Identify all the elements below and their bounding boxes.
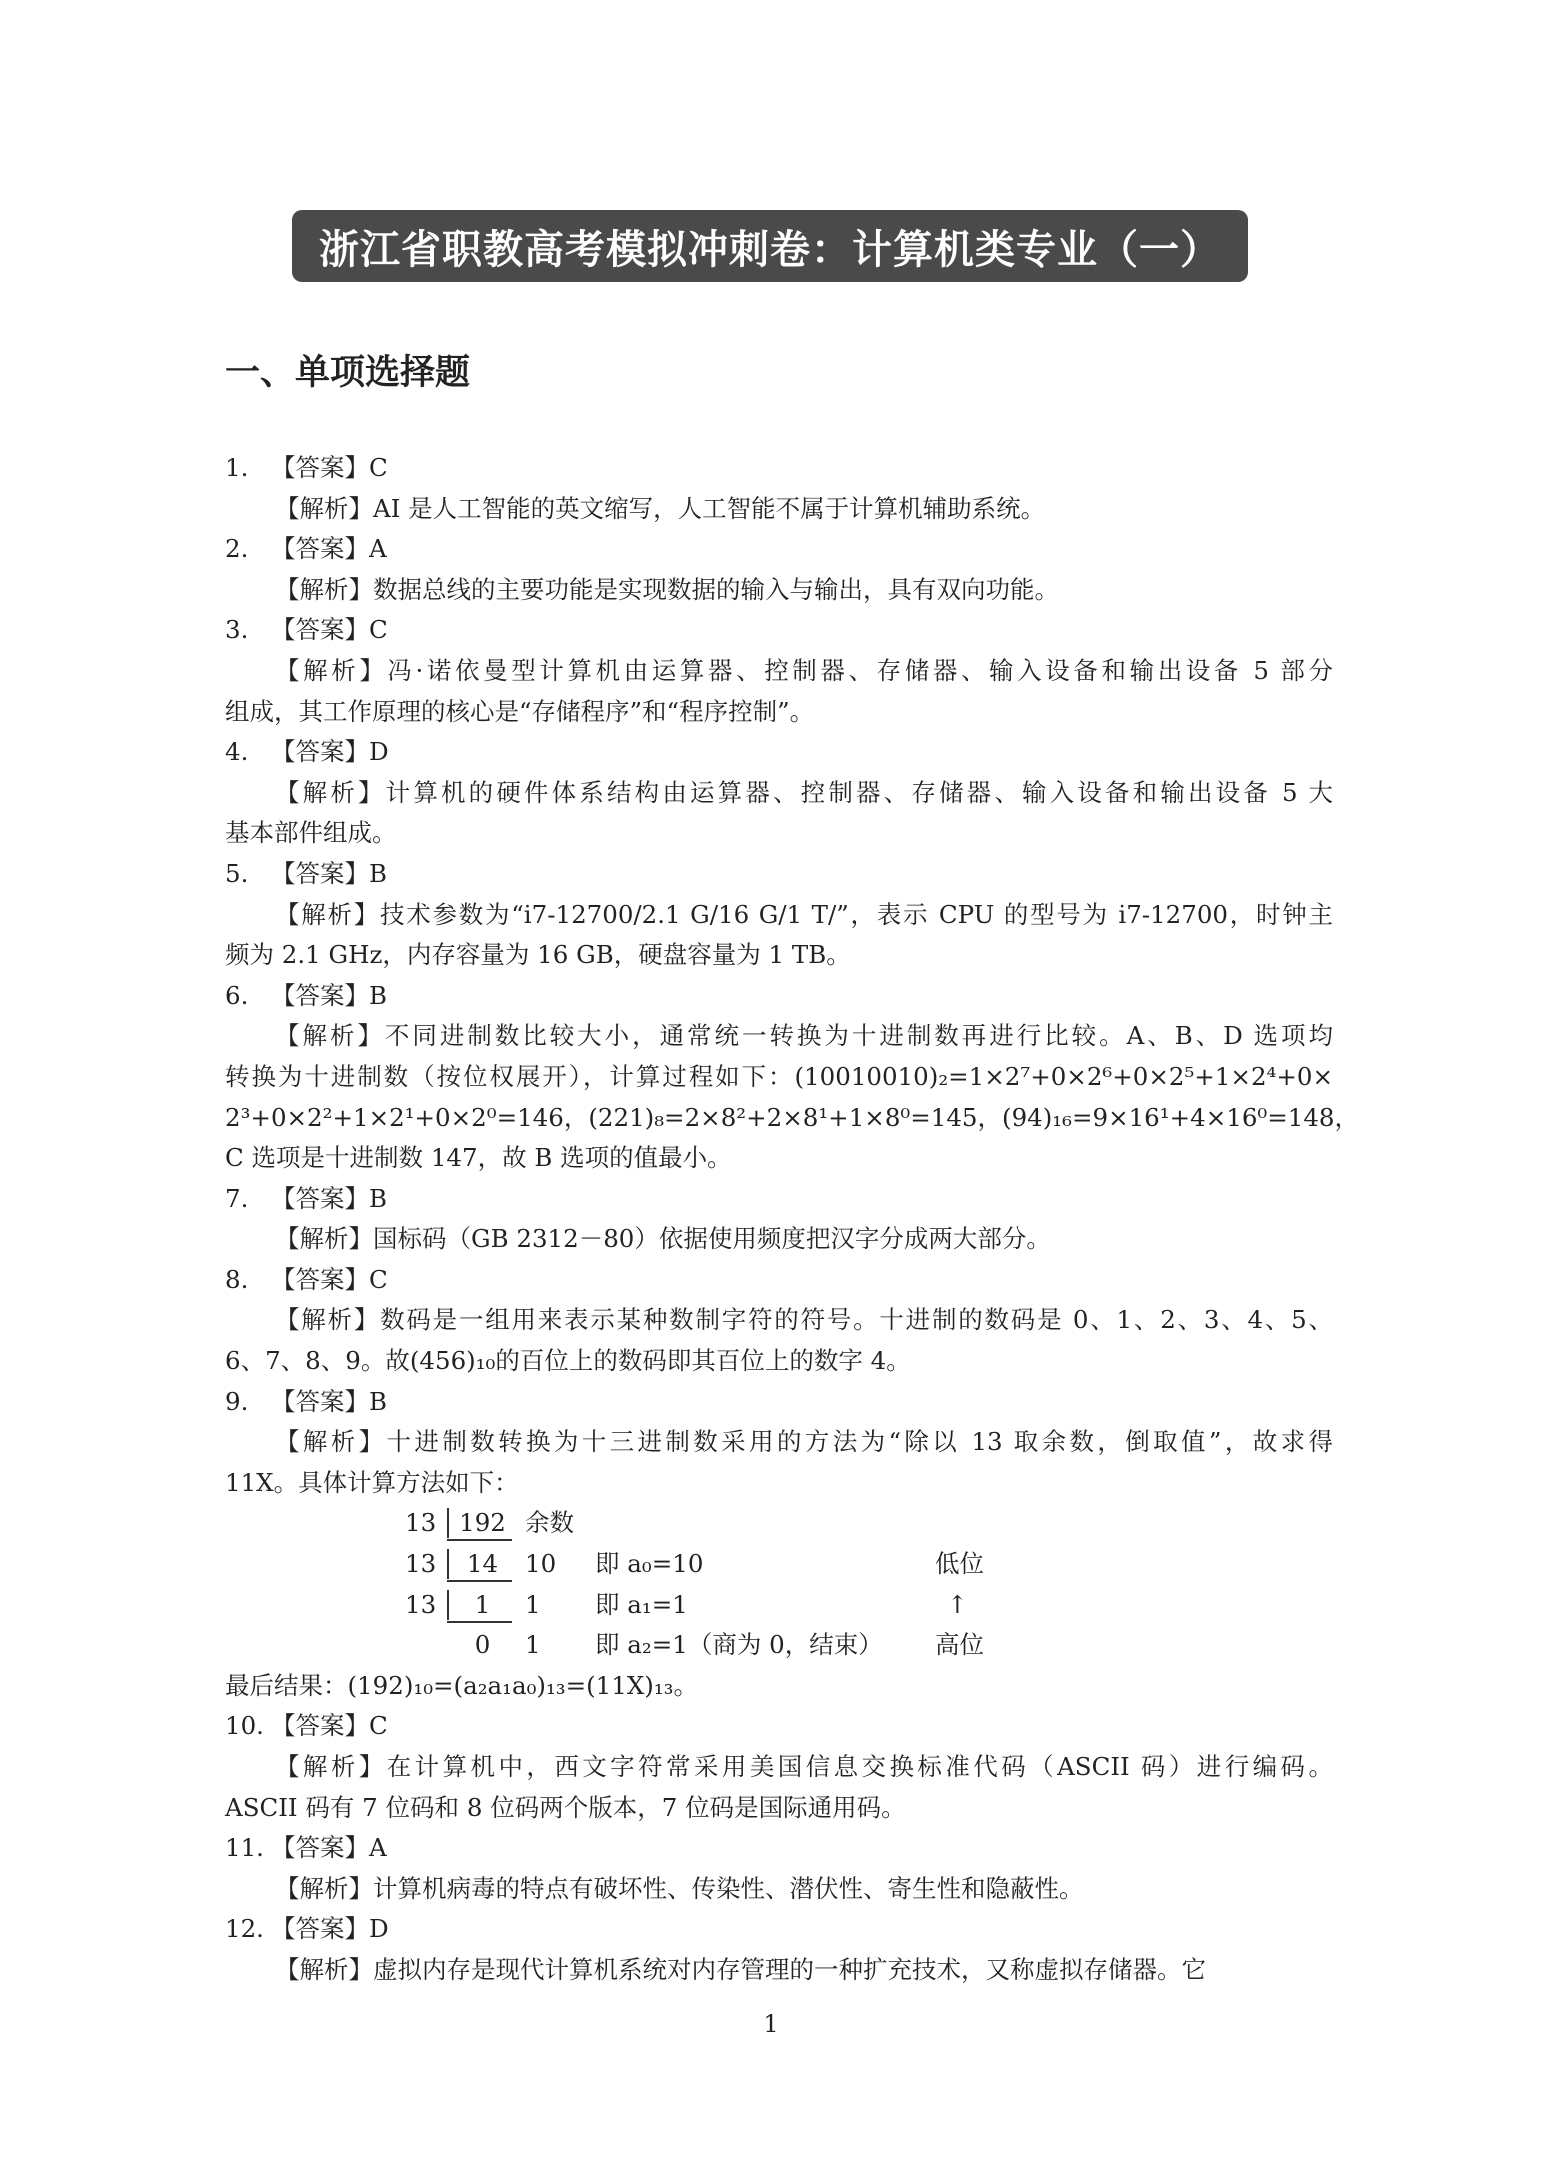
question-number: 2. bbox=[225, 534, 249, 564]
analysis-line: 11X。具体计算方法如下： bbox=[225, 1467, 519, 1497]
division-side: ↑ bbox=[947, 1589, 968, 1619]
answer-line bbox=[225, 1382, 1333, 1423]
division-rem: 1 bbox=[525, 1630, 541, 1660]
division-result: 最后结果：(192)₁₀=(a₂a₁a₀)₁₃=(11X)₁₃。 bbox=[225, 1670, 699, 1700]
analysis-line: 【解析】十进制数转换为十三进制数采用的方法为“除以 13 取余数，倒取值”，故求得 bbox=[275, 1427, 1333, 1457]
answer-label: 【答案】C bbox=[271, 1264, 388, 1294]
division-underline bbox=[447, 1580, 512, 1582]
division-divisor: 13 bbox=[405, 1549, 437, 1579]
answer-line bbox=[225, 448, 1333, 489]
answer-line bbox=[225, 1260, 1333, 1301]
page-number: 1 bbox=[763, 2010, 779, 2038]
answer-label: 【答案】B bbox=[271, 858, 388, 888]
question-number: 1. bbox=[225, 453, 249, 482]
division-bracket bbox=[447, 1508, 449, 1538]
answer-label: 【答案】B bbox=[271, 1386, 388, 1416]
answer-line bbox=[225, 976, 1333, 1017]
answer-label: 【答案】D bbox=[271, 737, 389, 767]
division-underline bbox=[447, 1539, 512, 1541]
answer-label: 【答案】D bbox=[271, 1914, 389, 1944]
answer-line bbox=[225, 1706, 1333, 1747]
question-number: 6. bbox=[225, 980, 249, 1010]
analysis-line: 6、7、8、9。故(456)₁₀的百位上的数码即其百位上的数字 4。 bbox=[225, 1346, 911, 1376]
page-title: 浙江省职教高考模拟冲刺卷：计算机类专业（一） bbox=[319, 226, 1221, 273]
answer-label: 【答案】C bbox=[271, 615, 388, 645]
division-divisor: 13 bbox=[405, 1508, 437, 1538]
answer-label: 【答案】A bbox=[271, 534, 387, 564]
division-dividend: 192 bbox=[459, 1508, 506, 1538]
section-heading: 一、单项选择题 bbox=[225, 353, 471, 393]
division-note: 即 a₁=1 bbox=[595, 1589, 688, 1619]
answer-line bbox=[225, 610, 1333, 651]
analysis-line: 频为 2.1 GHz，内存容量为 16 GB，硬盘容量为 1 TB。 bbox=[225, 940, 851, 970]
question-number: 8. bbox=[225, 1264, 249, 1294]
analysis-line: 基本部件组成。 bbox=[225, 818, 397, 848]
answer-line bbox=[225, 854, 1333, 895]
answer-label: 【答案】C bbox=[271, 453, 388, 482]
division-dividend: 1 bbox=[474, 1589, 491, 1619]
division-bracket bbox=[447, 1549, 449, 1579]
analysis-line: 【解析】不同进制数比较大小，通常统一转换为十进制数再进行比较。A、B、D 选项均 bbox=[275, 1021, 1333, 1051]
answer-line bbox=[225, 529, 1333, 570]
question-number: 7. bbox=[225, 1183, 249, 1213]
analysis-line: 【解析】技术参数为“i7-12700/2.1 G/16 G/1 T/”，表示 CPU 的型号为 i7-12700，时钟主 bbox=[275, 899, 1333, 929]
question-number: 5. bbox=[225, 858, 249, 888]
analysis-line: 【解析】国标码（GB 2312－80）依据使用频度把汉字分成两大部分。 bbox=[275, 1224, 1051, 1254]
question-number: 3. bbox=[225, 615, 249, 645]
question-number: 9. bbox=[225, 1386, 249, 1416]
answer-body bbox=[225, 448, 1360, 1991]
page-title-banner bbox=[292, 210, 1248, 282]
division-note: 即 a₂=1（商为 0，结束） bbox=[595, 1630, 883, 1660]
division-dividend: 14 bbox=[466, 1549, 499, 1579]
analysis-line: 2³+0×2²+1×2¹+0×2⁰=146，(221)₈=2×8²+2×8¹+1×8⁰=145，(94)₁₆=9×16¹+4×16⁰=148， bbox=[225, 1102, 1360, 1132]
answer-line bbox=[225, 1909, 1333, 1950]
analysis-line: 转换为十进制数（按位权展开），计算过程如下：(10010010)₂=1×2⁷+0×2⁶+0×2⁵+1×2⁴+0× bbox=[225, 1061, 1333, 1091]
analysis-line: 组成，其工作原理的核心是“存储程序”和“程序控制”。 bbox=[225, 696, 815, 726]
answer-label: 【答案】C bbox=[271, 1711, 388, 1741]
division-rem: 10 bbox=[525, 1549, 557, 1579]
answer-label: 【答案】B bbox=[271, 980, 388, 1010]
analysis-line: 【解析】数据总线的主要功能是实现数据的输入与输出，具有双向功能。 bbox=[275, 574, 1059, 604]
analysis-line: 【解析】计算机的硬件体系结构由运算器、控制器、存储器、输入设备和输出设备 5 大 bbox=[275, 777, 1333, 807]
division-rem: 余数 bbox=[525, 1508, 574, 1538]
division-bracket bbox=[447, 1590, 449, 1620]
analysis-line: C 选项是十进制数 147，故 B 选项的值最小。 bbox=[225, 1143, 732, 1173]
analysis-line: 【解析】在计算机中，西文字符常采用美国信息交换标准代码（ASCII 码）进行编码。 bbox=[275, 1752, 1333, 1782]
analysis-line: 【解析】计算机病毒的特点有破坏性、传染性、潜伏性、寄生性和隐蔽性。 bbox=[275, 1873, 1084, 1903]
analysis-line: 【解析】数码是一组用来表示某种数制字符的符号。十进制的数码是 0、1、2、3、4、5、 bbox=[275, 1305, 1333, 1335]
division-rem: 1 bbox=[525, 1589, 541, 1619]
division-note: 即 a₀=10 bbox=[595, 1549, 704, 1579]
division-underline bbox=[447, 1621, 512, 1623]
analysis-line: 【解析】虚拟内存是现代计算机系统对内存管理的一种扩充技术，又称虚拟存储器。它 bbox=[275, 1954, 1206, 1984]
division-dividend: 0 bbox=[474, 1630, 491, 1660]
analysis-line: 【解析】AI 是人工智能的英文缩写，人工智能不属于计算机辅助系统。 bbox=[275, 493, 1046, 523]
analysis-line: 【解析】冯·诺依曼型计算机由运算器、控制器、存储器、输入设备和输出设备 5 部分 bbox=[275, 655, 1333, 685]
division-table bbox=[225, 1503, 1333, 1665]
division-side: 低位 bbox=[935, 1549, 984, 1579]
question-number: 10. bbox=[225, 1711, 264, 1741]
division-divisor: 13 bbox=[405, 1589, 437, 1619]
analysis-line: ASCII 码有 7 位码和 8 位码两个版本，7 位码是国际通用码。 bbox=[225, 1792, 906, 1822]
question-number: 4. bbox=[225, 737, 249, 767]
question-number: 12. bbox=[225, 1914, 264, 1944]
division-side: 高位 bbox=[935, 1630, 984, 1660]
answer-line bbox=[225, 732, 1333, 773]
question-number: 11. bbox=[225, 1833, 264, 1863]
answer-line bbox=[225, 1179, 1333, 1220]
answer-label: 【答案】A bbox=[271, 1833, 387, 1863]
answer-line bbox=[225, 1828, 1333, 1869]
answer-label: 【答案】B bbox=[271, 1183, 388, 1213]
